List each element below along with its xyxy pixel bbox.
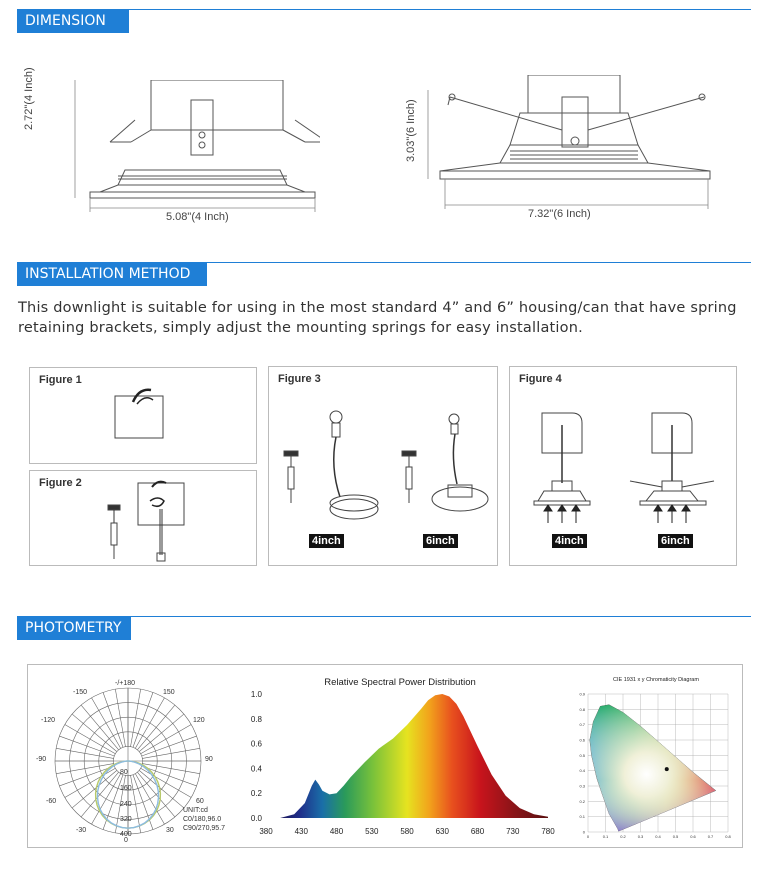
cie-x-tick: 0.2 <box>620 834 626 839</box>
figure-3-title: Figure 3 <box>278 373 321 385</box>
figure-3-panel <box>268 366 498 566</box>
spd-x-tick: 530 <box>365 827 379 836</box>
cie-x-tick: 0.6 <box>690 834 696 839</box>
spectral-power-chart <box>240 672 555 842</box>
spd-y-tick: 0.8 <box>250 714 262 724</box>
polar-grid-spoke <box>56 748 114 758</box>
dimension-drawing-left <box>55 80 320 230</box>
dimension-drawing-right <box>420 75 720 215</box>
cie-x-tick: 0.4 <box>655 834 661 839</box>
cie-chromaticity-point <box>665 767 669 771</box>
figure-3-illustration <box>274 407 494 537</box>
polar-grid-spoke <box>142 748 200 758</box>
polar-grid-spoke <box>131 689 141 747</box>
cie-y-tick: 0.1 <box>579 814 585 820</box>
polar-grid-spoke <box>59 766 114 786</box>
polar-grid-spoke <box>133 692 153 747</box>
cie-y-tick: 0.4 <box>579 768 585 774</box>
spd-title: Relative Spectral Power Distribution <box>324 677 476 688</box>
polar-angle-label: 150 <box>163 689 175 696</box>
figure-3-tag-6inch: 6inch <box>423 534 458 548</box>
figure-4-illustration <box>530 405 730 525</box>
cie-title: CIE 1931 x y Chromaticity Diagram <box>613 677 699 683</box>
cie-y-tick: 0.8 <box>579 706 585 712</box>
spd-x-tick: 430 <box>294 827 308 836</box>
polar-angle-label: -120 <box>41 717 56 724</box>
spd-x-tick: 630 <box>435 827 449 836</box>
polar-angle-label: 120 <box>193 717 205 724</box>
spd-area <box>266 694 548 818</box>
spd-x-tick: 730 <box>506 827 520 836</box>
installation-description: This downlight is suitable for using in the most standard 4” and 6” housing/can that have spring retaining brackets, simply adjust the mounting springs for easy installation. <box>18 300 737 336</box>
section-header-dimension: DIMENSION <box>17 9 129 33</box>
cie-y-tick: 0.3 <box>579 783 585 789</box>
spd-x-tick: 580 <box>400 827 414 836</box>
figure-2-panel <box>29 470 257 566</box>
figure-4-panel <box>509 366 737 566</box>
figure-2-illustration <box>102 475 222 563</box>
cie-x-tick: 0.7 <box>707 834 714 839</box>
polar-grid-spoke <box>103 692 123 747</box>
figure-4-title: Figure 4 <box>519 373 562 385</box>
polar-angle-label: -60 <box>46 798 57 805</box>
spd-x-tick: 480 <box>329 827 344 836</box>
polar-angle-label: -30 <box>76 827 87 834</box>
polar-legend-c90: C90/270,95.7 <box>183 825 226 832</box>
polar-grid-spoke <box>142 766 197 786</box>
polar-grid-spoke <box>142 736 197 756</box>
cie-y-tick: 0.5 <box>579 752 585 758</box>
figure-4-tag-4inch: 4inch <box>552 534 587 548</box>
cie-white-region <box>590 705 716 832</box>
polar-grid-spoke <box>133 775 153 830</box>
dimension-left-width: 5.08"(4 Inch) <box>166 211 229 223</box>
spd-y-tick: 0.0 <box>250 814 262 823</box>
figure-1-illustration <box>105 386 195 444</box>
polar-angle-label: -/+180 <box>115 680 136 687</box>
polar-grid-spoke <box>131 775 141 833</box>
spd-y-tick: 0.2 <box>250 789 262 799</box>
cie-y-tick: 0.2 <box>579 798 585 804</box>
spd-y-tick: 1.0 <box>250 690 262 699</box>
section-divider <box>131 616 751 617</box>
polar-angle-label: -90 <box>36 756 47 763</box>
spd-y-tick: 0.4 <box>250 764 262 774</box>
section-divider <box>207 262 751 263</box>
figure-1-title: Figure 1 <box>39 374 82 386</box>
spd-x-tick: 780 <box>541 827 555 836</box>
figure-4-tag-6inch: 6inch <box>658 534 693 548</box>
polar-angle-label: -150 <box>73 689 88 696</box>
figure-2-title: Figure 2 <box>39 477 82 489</box>
figure-3-tag-4inch: 4inch <box>309 534 344 548</box>
section-divider <box>129 9 751 10</box>
cie-chromaticity-diagram <box>574 674 734 840</box>
cie-x-tick: 0 <box>586 834 590 839</box>
cie-x-tick: 0.5 <box>672 834 679 839</box>
polar-radial-label: 240 <box>120 801 132 808</box>
figure-1-panel <box>29 367 257 464</box>
polar-grid-spoke <box>115 689 125 747</box>
dimension-right-width: 7.32"(6 Inch) <box>528 208 591 220</box>
polar-angle-label: 30 <box>166 827 174 834</box>
cie-y-tick: 0.7 <box>579 722 585 728</box>
polar-grid-spoke <box>59 736 114 756</box>
polar-unit-label: UNIT:cd <box>183 807 208 814</box>
spd-x-tick: 380 <box>259 827 273 836</box>
section-header-installation: INSTALLATION METHOD <box>17 262 207 286</box>
spd-x-tick: 680 <box>470 827 485 836</box>
polar-radial-label: 80 <box>120 769 128 776</box>
polar-legend-c0: C0/180,96.0 <box>183 816 222 823</box>
dimension-left-height: 2.72"(4 Inch) <box>23 67 35 130</box>
cie-y-tick: 0 <box>582 829 585 835</box>
cie-x-tick: 0.8 <box>725 834 731 839</box>
polar-radial-label: 320 <box>120 816 132 823</box>
spd-y-tick: 0.6 <box>250 739 262 749</box>
section-header-photometry: PHOTOMETRY <box>17 616 131 640</box>
polar-angle-label: 0 <box>124 837 128 844</box>
cie-y-tick: 0.6 <box>579 737 585 743</box>
dimension-right-height: 3.03"(6 Inch) <box>405 99 417 162</box>
polar-radial-label: 400 <box>120 831 132 838</box>
polar-angle-label: 90 <box>205 756 213 763</box>
cie-y-tick: 0.9 <box>579 691 585 697</box>
polar-radial-label: 160 <box>120 785 132 792</box>
cie-x-tick: 0.3 <box>637 834 644 839</box>
polar-distribution-diagram <box>33 676 238 844</box>
cie-x-tick: 0.1 <box>602 834 609 839</box>
polar-angle-label: 60 <box>196 798 204 805</box>
